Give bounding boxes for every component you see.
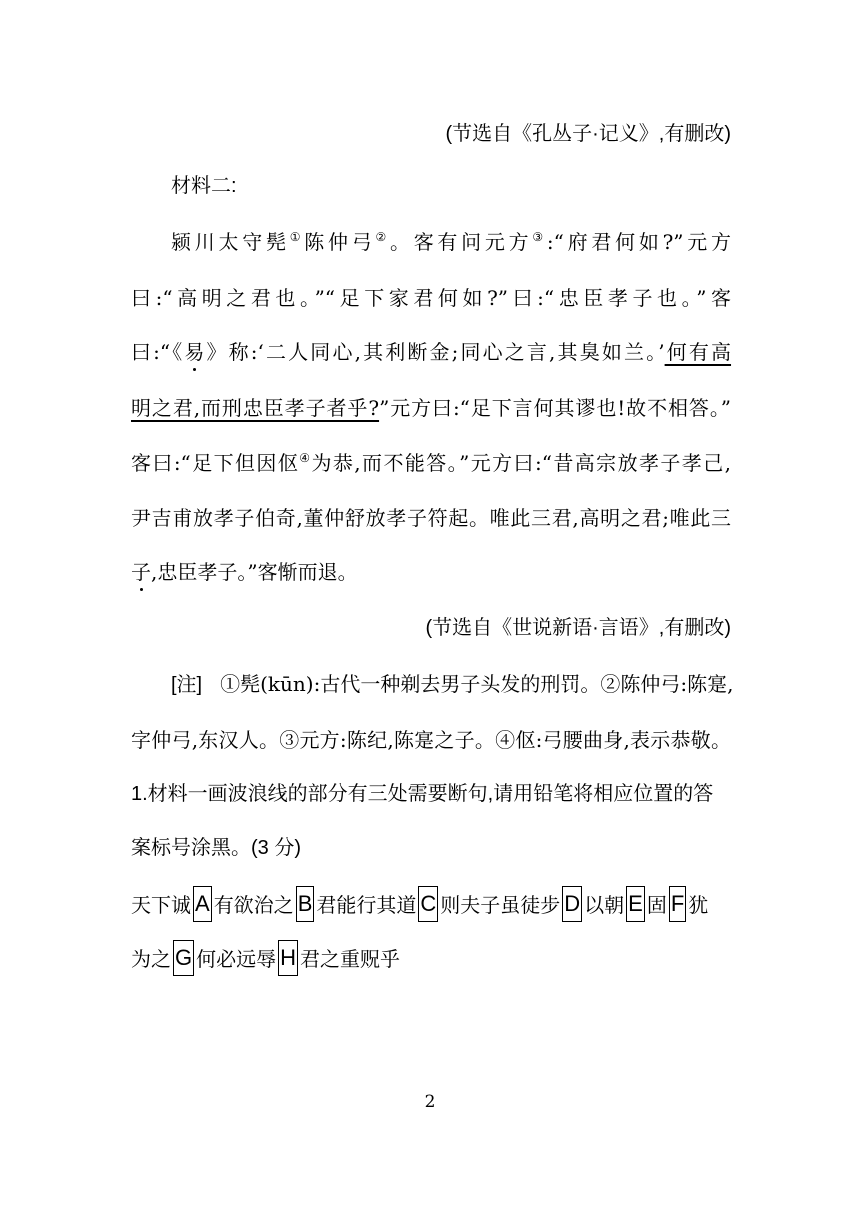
answer-options-line-2 — [131, 942, 731, 979]
text-segment: 君之重贶乎 — [300, 947, 401, 971]
note-line-2: 字仲弓,东汉人。③元方:陈纪,陈寔之子。④伛:弓腰曲身,表示恭敬。 — [131, 728, 731, 752]
option-box-c[interactable]: C — [418, 886, 438, 922]
answer-options-line-1 — [131, 888, 731, 925]
footnote-marker: ④ — [299, 451, 312, 465]
option-box-a[interactable]: A — [193, 886, 212, 922]
note-line-1 — [171, 670, 734, 699]
text-segment: 犹 — [688, 893, 709, 917]
page-number: 2 — [424, 1092, 436, 1112]
option-box-e[interactable]: E — [626, 886, 645, 922]
text-segment: 》称:‘二人同心,其利断金;同心之言,其臭如兰。’ — [204, 340, 665, 364]
text-segment: 固 — [646, 893, 667, 917]
text-segment: 则夫子虽徒步 — [440, 893, 561, 917]
question-1-line-1: 1.材料一画波浪线的部分有三处需要断句,请用铅笔将相应位置的答 — [131, 783, 714, 805]
option-box-f[interactable]: F — [669, 886, 686, 922]
emphasis-dotted-char: 易 — [184, 340, 205, 364]
passage-line-6 — [131, 504, 731, 532]
option-box-d[interactable]: D — [562, 886, 582, 922]
passage-line-4 — [131, 394, 731, 422]
text-segment: 尹吉甫放孝子伯奇,董仲舒放孝子符起。唯此三君,高明之君;唯此三 — [131, 506, 731, 530]
footnote-marker: ③ — [532, 230, 547, 244]
text-segment: 有欲治之 — [213, 893, 294, 917]
text-segment: 为恭,而不能答。”元方曰:“昔高宗放孝子孝己, — [311, 451, 731, 475]
question-1-line-2: 案标号涂黑。(3 分) — [131, 837, 301, 859]
note-label: [注] — [171, 674, 203, 696]
text-segment: 何必远辱 — [196, 947, 277, 971]
emphasis-dotted-char: 子 — [131, 560, 151, 584]
source-citation-2: (节选自《世说新语·言语》,有删改) — [425, 617, 731, 639]
option-box-g[interactable]: G — [173, 940, 194, 976]
note-text: ①髡(kūn):古代一种剃去男子头发的刑罚。②陈仲弓:陈寔, — [220, 672, 734, 696]
passage-line-3 — [131, 338, 731, 366]
text-segment: 天下诚 — [131, 893, 191, 917]
text-segment: 客曰:“足下但因伛 — [131, 451, 300, 475]
underlined-text: 何有高 — [664, 340, 732, 364]
text-segment: ”元方曰:“足下言何其谬也!故不相答。” — [379, 396, 731, 420]
passage-line-7 — [131, 558, 731, 586]
text-segment: ,忠臣孝子。”客惭而退。 — [151, 560, 358, 584]
text-segment: 陈仲弓 — [304, 230, 376, 254]
passage-line-1 — [171, 228, 731, 256]
section-heading-material-2: 材料二: — [171, 175, 237, 197]
passage-line-5 — [131, 449, 731, 477]
text-segment: 颍川太守髡 — [171, 230, 290, 254]
option-box-b[interactable]: B — [296, 886, 315, 922]
text-segment: :“府君何如?”元方 — [546, 230, 732, 254]
source-citation-1: (节选自《孔丛子·记义》,有删改) — [445, 123, 731, 145]
text-segment: 曰:“《 — [131, 340, 185, 364]
footnote-marker: ② — [375, 230, 390, 244]
text-segment: 以朝 — [584, 893, 625, 917]
passage-line-2: 曰:“高明之君也。”“足下家君何如?”曰:“忠臣孝子也。”客 — [131, 286, 731, 310]
footnote-marker: ① — [289, 230, 305, 244]
text-segment: 。客有问元方 — [389, 230, 533, 254]
text-segment: 君能行其道 — [316, 893, 417, 917]
underlined-text: 明之君,而刑忠臣孝子者乎? — [131, 396, 380, 420]
option-box-h[interactable]: H — [278, 940, 298, 976]
text-segment: 为之 — [131, 947, 171, 971]
